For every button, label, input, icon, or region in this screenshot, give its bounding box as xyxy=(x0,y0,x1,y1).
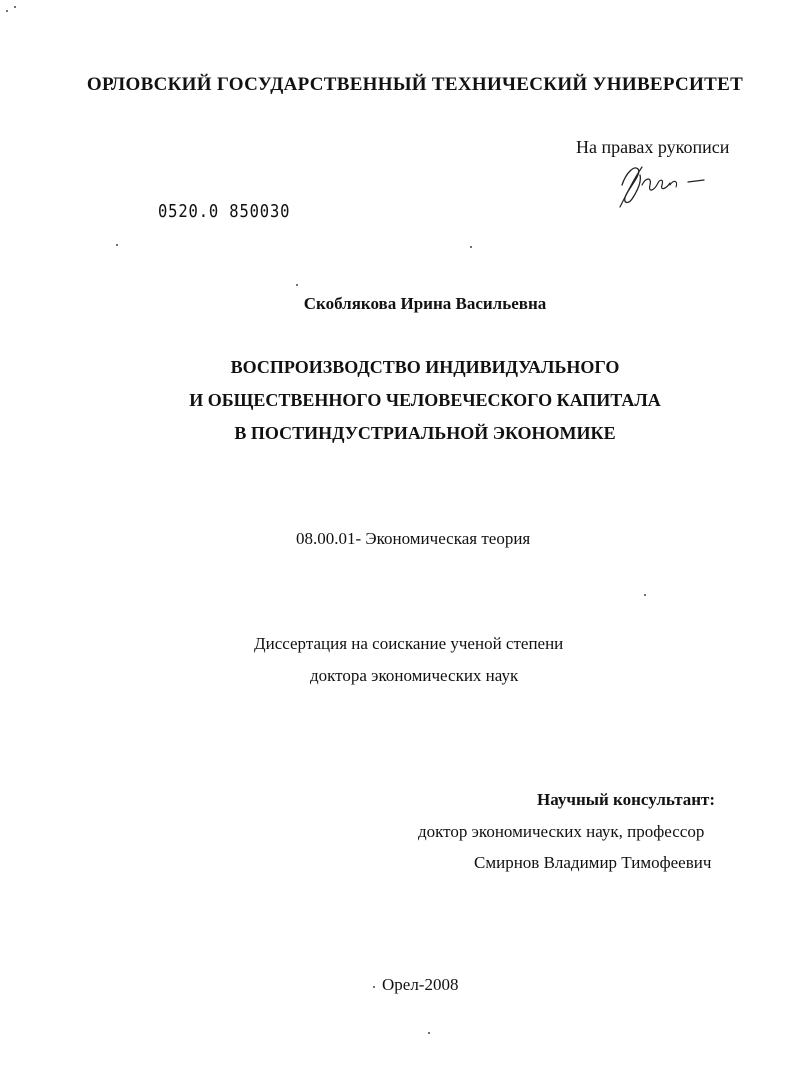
city-year: Орел-2008 xyxy=(382,975,459,994)
title-line-1: ВОСПРОИЗВОДСТВО ИНДИВИДУАЛЬНОГО xyxy=(230,357,620,377)
scan-speck xyxy=(6,10,8,12)
degree-line-2: доктора экономических наук xyxy=(310,666,519,685)
specialty-code: 08.00.01- Экономическая теория xyxy=(296,529,531,548)
manuscript-note: На правах рукописи xyxy=(576,137,730,157)
scan-speck xyxy=(470,246,472,248)
scan-speck xyxy=(296,284,298,286)
university-name: ОРЛОВСКИЙ ГОСУДАРСТВЕННЫЙ ТЕХНИЧЕСКИЙ УНИВЕРСИТЕТ xyxy=(86,74,744,95)
scan-speck xyxy=(116,244,118,246)
title-line-3: В ПОСТИНДУСТРИАЛЬНОЙ ЭКОНОМИКЕ xyxy=(234,423,616,443)
scan-speck xyxy=(14,6,16,8)
degree-line-1: Диссертация на соискание ученой степени xyxy=(254,634,564,653)
title-line-2: И ОБЩЕСТВЕННОГО ЧЕЛОВЕЧЕСКОГО КАПИТАЛА xyxy=(189,390,661,410)
dissertation-title xyxy=(0,351,796,450)
scan-speck xyxy=(428,1032,430,1034)
archive-code: 0520.0 850030 xyxy=(158,201,291,222)
author-name: Скоблякова Ирина Васильевна xyxy=(303,294,547,313)
scan-speck xyxy=(644,594,646,596)
consultant-name: Смирнов Владимир Тимофеевич xyxy=(474,853,712,872)
consultant-label: Научный консультант: xyxy=(537,790,716,809)
consultant-title: доктор экономических наук, профессор xyxy=(418,822,705,841)
handwritten-signature xyxy=(612,155,712,215)
scan-speck xyxy=(373,986,375,988)
